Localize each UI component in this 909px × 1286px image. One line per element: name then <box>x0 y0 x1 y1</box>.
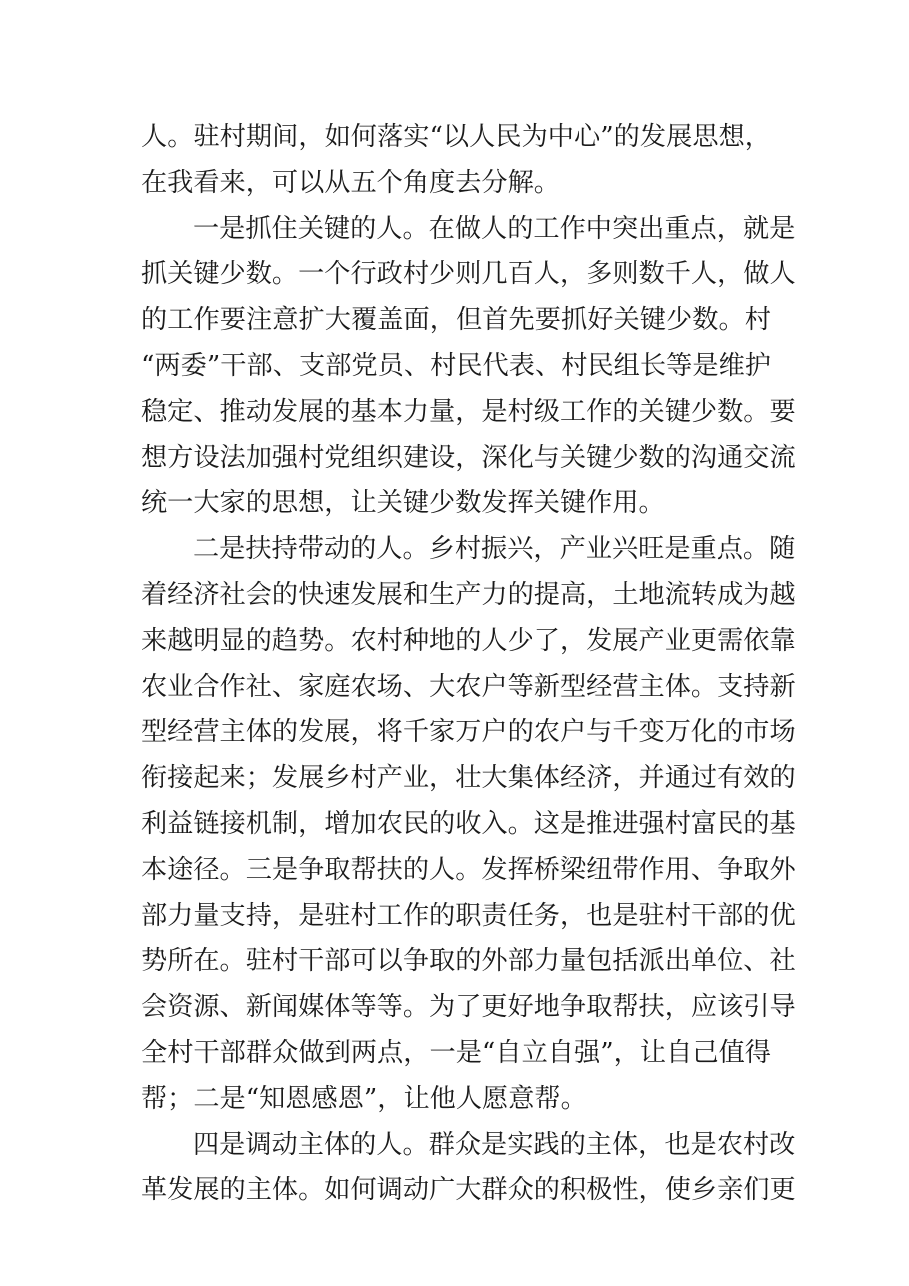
text-line: 统一大家的思想，让关键少数发挥关键作用。 <box>141 488 665 519</box>
text-line: 型经营主体的发展，将千家万户的农户与千变万化的市场 <box>141 717 796 748</box>
text-line: 来越明显的趋势。农村种地的人少了，发展产业更需依靠 <box>141 625 796 656</box>
text-line: 本途径。三是争取帮扶的人。发挥桥梁纽带作用、争取外 <box>141 854 796 885</box>
text-line: “两委”干部、支部党员、村民代表、村民组长等是维护 <box>141 350 771 381</box>
text-line: 革发展的主体。如何调动广大群众的积极性，使乡亲们更 <box>141 1175 796 1206</box>
text-line: 稳定、推动发展的基本力量，是村级工作的关键少数。要 <box>141 396 796 427</box>
text-line: 的工作要注意扩大覆盖面，但首先要抓好关键少数。村 <box>141 305 771 336</box>
text-line: 四是调动主体的人。群众是实践的主体，也是农村改 <box>193 1129 796 1160</box>
text-line: 农业合作社、家庭农场、大农户等新型经营主体。支持新 <box>141 671 796 702</box>
text-line: 会资源、新闻媒体等等。为了更好地争取帮扶，应该引导 <box>141 992 796 1023</box>
text-line: 部力量支持，是驻村工作的职责任务，也是驻村干部的优 <box>141 900 796 931</box>
text-line: 势所在。驻村干部可以争取的外部力量包括派出单位、社 <box>141 946 796 977</box>
text-line: 在我看来，可以从五个角度去分解。 <box>141 167 560 198</box>
text-line: 想方设法加强村党组织建设，深化与关键少数的沟通交流 <box>141 442 796 473</box>
text-line: 帮；二是“知恩感恩”，让他人愿意帮。 <box>141 1083 587 1114</box>
text-line: 抓关键少数。一个行政村少则几百人，多则数千人，做人 <box>141 259 796 290</box>
text-line: 一是抓住关键的人。在做人的工作中突出重点，就是 <box>193 213 796 244</box>
text-line: 全村干部群众做到两点，一是“自立自强”，让自己值得 <box>141 1037 771 1068</box>
text-line: 人。驻村期间，如何落实“以人民为中心”的发展思想， <box>141 122 771 152</box>
text-line: 二是扶持带动的人。乡村振兴，产业兴旺是重点。随 <box>193 534 796 565</box>
text-line: 衔接起来；发展乡村产业，壮大集体经济，并通过有效的 <box>141 763 796 794</box>
text-line: 利益链接机制，增加农民的收入。这是推进强村富民的基 <box>141 808 796 839</box>
text-line: 着经济社会的快速发展和生产力的提高，土地流转成为越 <box>141 579 796 610</box>
document-body <box>141 115 796 1214</box>
